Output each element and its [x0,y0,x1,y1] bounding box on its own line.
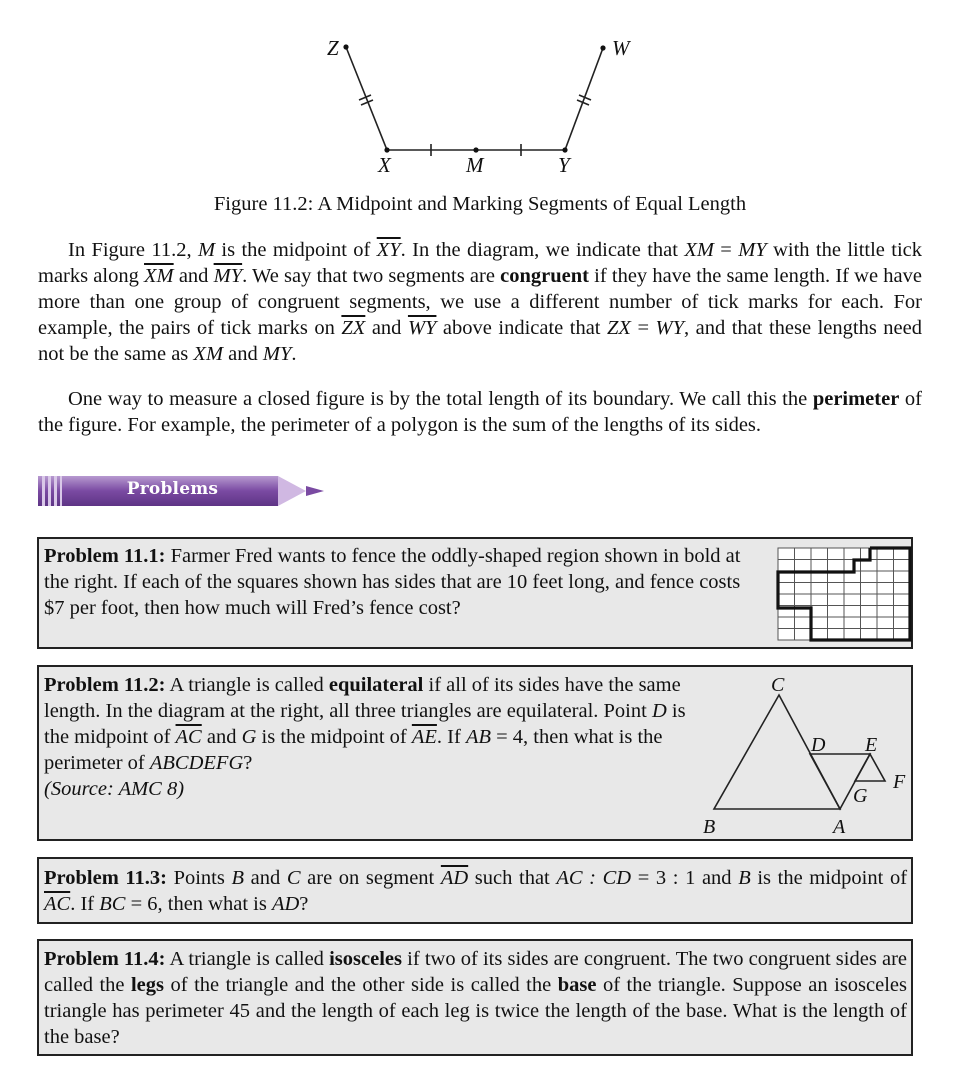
grid-square [844,617,861,629]
segment-zx [346,47,387,150]
term-legs: legs [130,974,165,996]
grid-square [844,629,861,641]
grid-square [861,617,878,629]
point-z [343,44,348,49]
problem-11-2 [37,665,913,841]
term-base: base [557,974,597,996]
grid-square [877,606,894,618]
grid-square [894,594,911,606]
grid-square [861,606,878,618]
grid-square [778,594,795,606]
label-a: A [833,816,846,838]
triangle-agf [855,754,885,781]
point-m [473,147,478,152]
grid-square [811,629,828,641]
grid-square [778,548,795,560]
grid-square [877,629,894,641]
grid-square [811,606,828,618]
grid-square [861,594,878,606]
problem-11-1-text: Problem 11.1: Farmer Fred wants to fence the oddly-shaped region shown in bold at the right. If each of the squares shown has sides that are 10 feet long, and fence costs $7 per foot, then how much will Fred’s fence cost? [44,545,741,619]
grid-square [828,594,845,606]
term-perimeter: perimeter [812,388,900,410]
grid-square [778,583,795,595]
grid-square [828,629,845,641]
label-y: Y [558,153,570,177]
grid-square [894,548,911,560]
label-w: W [612,36,630,60]
problem-11-3-text: Problem 11.3: Points B and C are on segment $\overline{AD}$ such that AC : CD = 3 : 1 and B is the midpoint of $\overline{AC}$. If BC = 6, then what is AD? [44,867,908,915]
problems-banner-label: Problems [126,479,219,499]
grid-square [844,606,861,618]
grid-square [811,548,828,560]
grid-square [811,594,828,606]
problem-11-4-text: Problem 11.4: A triangle is called isosceles if two of its sides are congruent. The two congruent sides are called the legs of the triangle and the other side is called the base of the triangle. Suppose an isosceles triangle has perimeter 45 and the length of each leg is twice the length of the base. What is the length of the base? [44,948,907,1048]
paragraph-midpoint: In Figure 11.2, M is the midpoint of $\overline{XY}$. In the diagram, we indicate that XM = MY with the little tick marks along $\overline{XM}$ and $\overline{MY}$. We say that two segments are congruent if they have the same length. If we have more than one group of congruent segments, we use a different number of tick marks for each. For example, the pairs of tick marks on $\overline{ZX}$ and $\overline{WY}$ above indicate that ZX = WY, and that these lengths need not be the same as XM and MY. [38,239,923,365]
grid-square [828,606,845,618]
fence-grid-diagram [774,544,914,646]
grid-square [811,583,828,595]
grid-square [778,560,795,572]
problem-11-4 [37,939,913,1056]
grid-square [778,617,795,629]
label-x: X [378,153,391,177]
figure-caption: Figure 11.2: A Midpoint and Marking Segments of Equal Length [213,193,747,215]
problem-11-1 [37,537,913,649]
label-b: B [703,816,716,838]
label-z: Z [327,36,339,60]
grid-square [877,617,894,629]
grid-square [795,617,812,629]
grid-square [828,560,845,572]
grid-square [778,629,795,641]
label-m: M [466,153,484,177]
grid-square [828,617,845,629]
grid-square [894,583,911,595]
grid-square [894,571,911,583]
grid-square [828,548,845,560]
grid-square [894,606,911,618]
grid-square [795,560,812,572]
grid-square [894,629,911,641]
grid-square [844,583,861,595]
grid-square [795,583,812,595]
grid-square [861,629,878,641]
grid-square [894,617,911,629]
midpoint-figure [0,0,960,190]
label-g: G [853,785,868,807]
grid-square [795,548,812,560]
term-equilateral: equilateral [328,674,424,696]
label-d: D [811,734,826,756]
grid-square [877,548,894,560]
grid-square [877,571,894,583]
grid-square [894,560,911,572]
grid-square [828,583,845,595]
grid-square [795,629,812,641]
point-x [384,147,389,152]
grid-square [795,594,812,606]
grid-square [844,594,861,606]
label-c: C [771,674,785,696]
grid-square [811,560,828,572]
problem-11-2-text: Problem 11.2: A triangle is called equilateral if all of its sides have the same length. In the diagram at the right, all three triangles are equilateral. Point D is the midpoint of $\overline{AC}$ and G is the midpoint of $\overline{AE}$. If AB = 4, then what is the perimeter of ABCDEFG? (Source: AMC 8) [44,674,686,800]
segment-yw [565,48,603,150]
label-e: E [865,734,878,756]
grid-square [877,583,894,595]
label-f: F [893,771,906,793]
problem-11-2-source: (Source: AMC 8) [44,778,185,800]
problem-11-3 [37,857,913,924]
grid-square [811,617,828,629]
triangles-diagram [679,667,915,841]
grid-square [877,594,894,606]
point-y [562,147,567,152]
term-isosceles: isosceles [329,948,402,970]
term-congruent: congruent [500,265,589,287]
grid-square [877,560,894,572]
paragraph-perimeter: One way to measure a closed figure is by the total length of its boundary. We call this the perimeter of the figure. For example, the perimeter of a polygon is the sum of the lengths of its sides. [38,388,922,436]
grid-square [861,583,878,595]
grid-square [861,571,878,583]
grid-square [844,548,861,560]
point-w [600,45,605,50]
